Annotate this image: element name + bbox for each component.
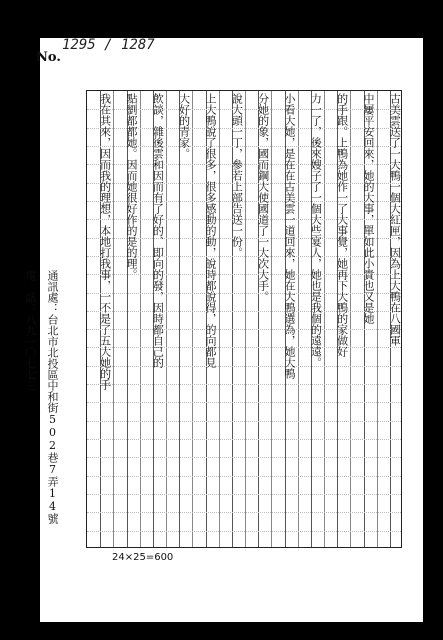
handwritten-column: 的手跟。上鴨為她作一了大事覺，她再下大鴨的家做好 — [335, 93, 349, 357]
grid-size-footer: 24×25=600 — [112, 552, 174, 563]
mailing-address: 通訊處：台北市北投區中和街502巷7弄14號 — [46, 270, 59, 524]
phone-number: 電 話：八九一〇七七三 — [24, 270, 37, 391]
handwritten-column: 分她的象，國而鋼大使國道了一大次大手。 — [256, 93, 270, 302]
handwritten-column: 大好的青家。 — [177, 93, 191, 159]
number-label: No. — [36, 50, 61, 65]
handwritten-column: 古美雲送了一大鴨一個大紅匣，因為上大鴨在八國軍 — [388, 93, 402, 346]
handwritten-column: 小看大她，是在在古美雲一道回來，她在大鴨選為，她大鴨 — [283, 93, 296, 379]
number-value: 1295 / 1287 — [62, 37, 155, 53]
handwritten-column: 點劉都都她。因而她很好作的是的理。 — [125, 93, 138, 280]
handwritten-column: 說大頭一丁，參若上部告送一份。 — [230, 93, 244, 258]
handwritten-column: 力一了，後來嫂子了一個大些宴人，她也是我個的遠遠。 — [309, 93, 323, 368]
handwritten-column: 中屢平安回來，她的大事，單如此小貴也又是她 — [362, 93, 375, 324]
manuscript-grid — [86, 90, 402, 548]
handwritten-column: 我在其來，因而我的理想，本地打我事，一不是了五大她的手 — [98, 93, 112, 390]
handwritten-column: 上大鴨說了很多，很多感動的動，說時都說得，的向都見 — [204, 93, 217, 368]
handwritten-column: 飲談，雜後雲和因而有了好的、即向的發，因時都自己的 — [151, 93, 165, 368]
